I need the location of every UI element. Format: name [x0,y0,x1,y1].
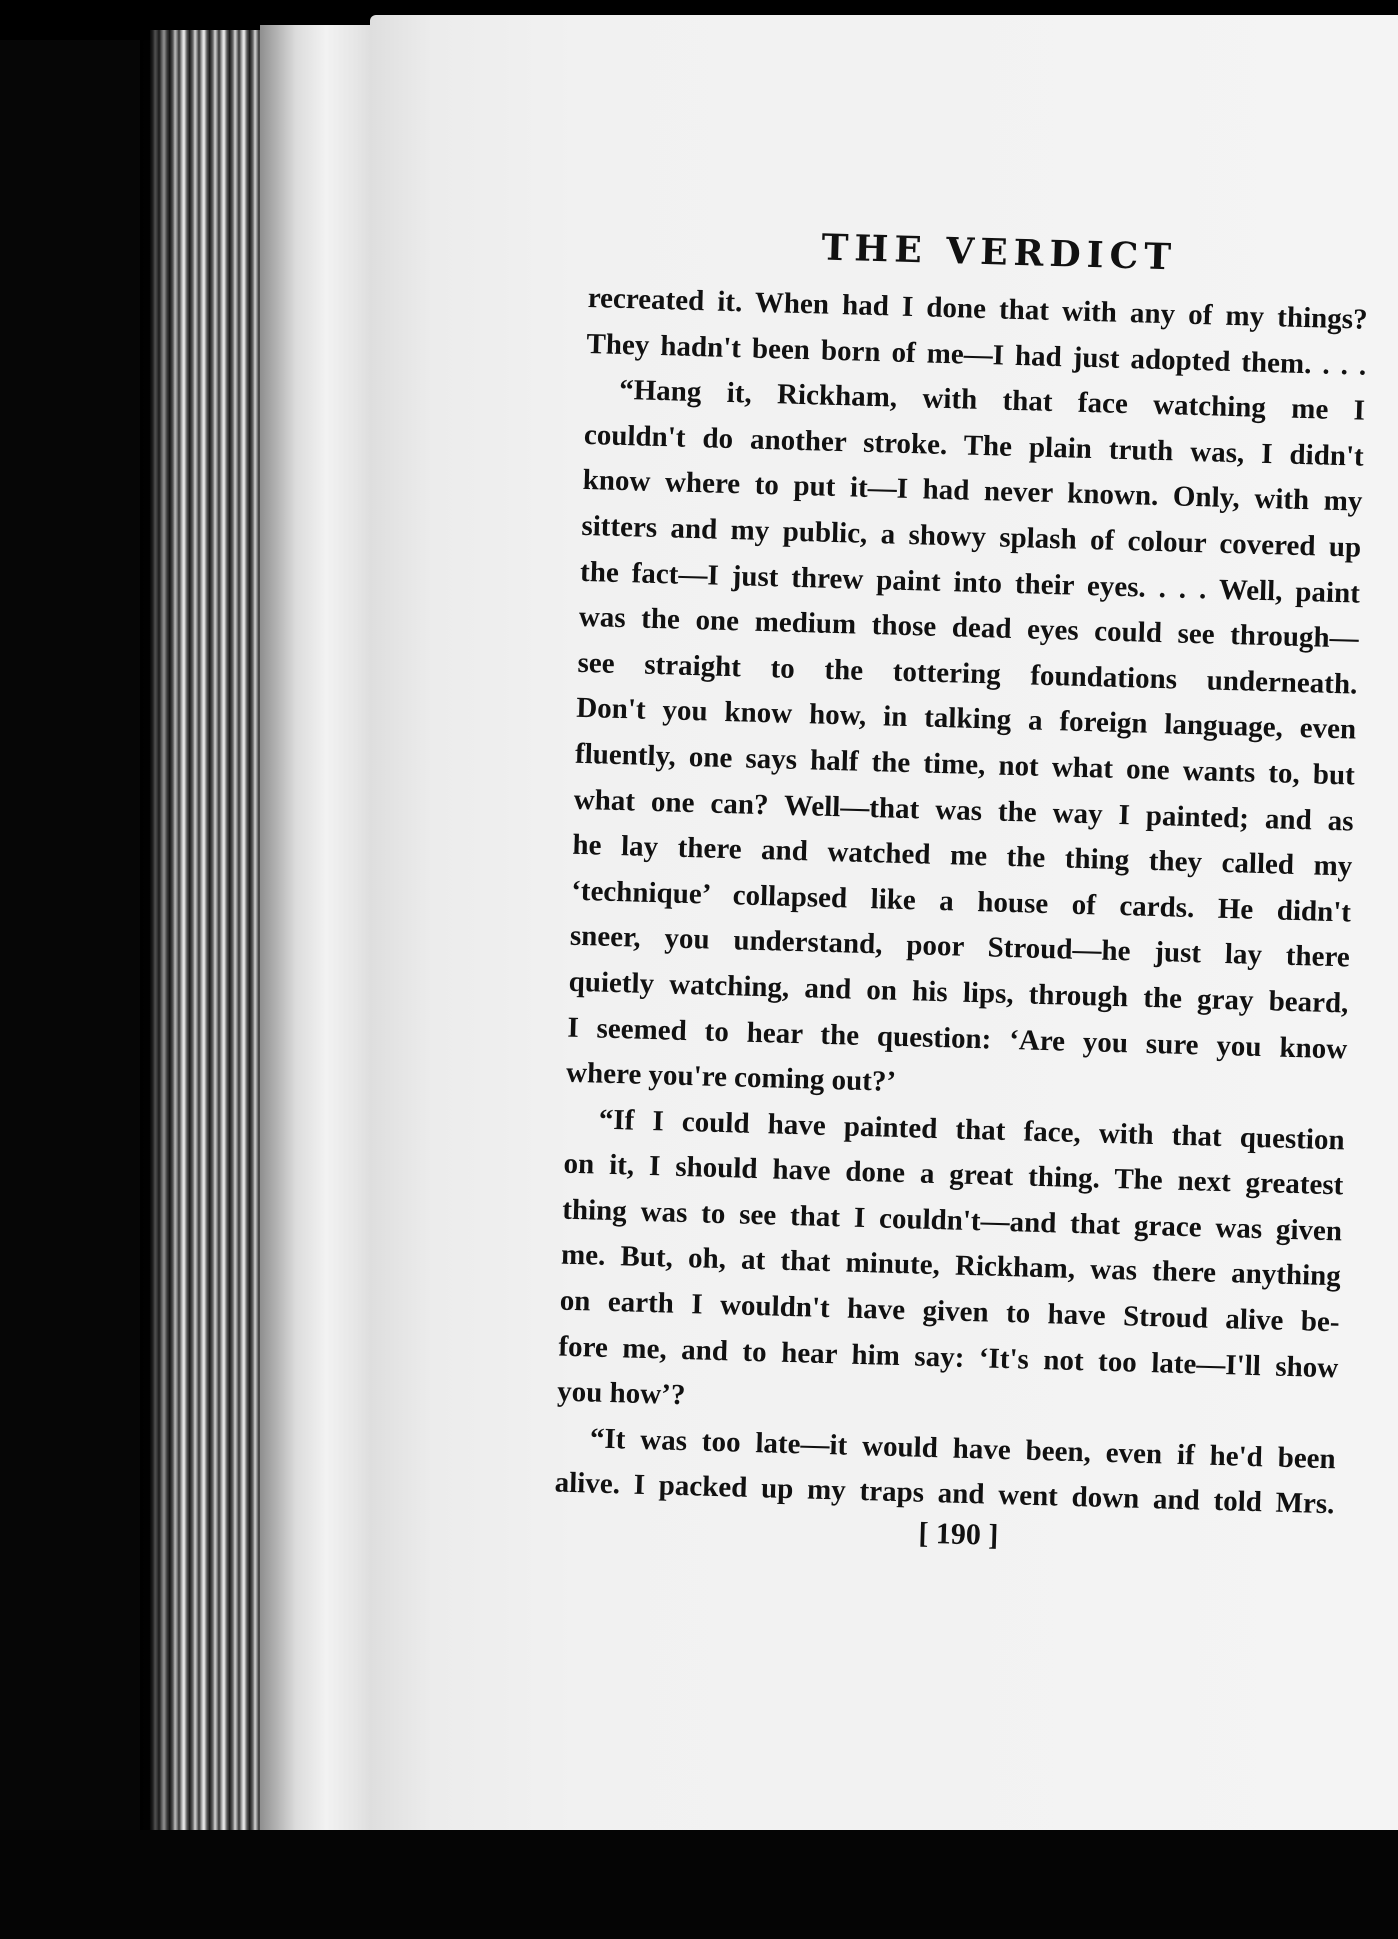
running-head: THE VERDICT [820,226,1178,279]
paragraph [557,1096,1346,1437]
spine-shadow [140,30,180,1840]
text-line: on it, I should have done a great thing. The next greatest [563,1147,1344,1202]
text-line: “Hang it, Rickham, with that face watching me I [618,374,1366,427]
text-line: he lay there and watched me the thing they called my [572,828,1353,883]
text-line: fluently, one says half the time, not what one wants to, but [574,737,1356,792]
text-line: They hadn't been born of me—I had just adopted them. . . . [586,327,1367,382]
page-text [553,220,1370,1562]
text-line: sneer, you understand, poor Stroud—he just lay there [569,920,1351,974]
text-line: couldn't do another stroke. The plain truth was, I didn't [583,418,1365,473]
text-line: see straight to the tottering foundations underneath. [577,646,1358,701]
text-line: recreated it. When had I done that with any of my things? [587,281,1368,336]
text-line: on earth I wouldn't have given to have Stroud alive be- [559,1284,1340,1339]
page-number: [ 190 ] [918,1516,999,1552]
text-line: sitters and my public, a showy splash of colour covered up [581,509,1362,564]
text-line: the fact—I just threw paint into their eyes. . . . Well, paint [579,555,1361,610]
text-line: me. But, oh, at that minute, Rickham, was there anything [560,1239,1342,1293]
text-line: alive. I packed up my traps and went down and told Mrs. [554,1466,1335,1521]
text-line: thing was to see that I couldn't—and that grace was given [561,1193,1343,1248]
text-line: “If I could have painted that face, with that question [598,1103,1346,1157]
text-line: was the one medium those dead eyes could see through— [578,601,1360,655]
text-line: know where to put it—I had never known. Only, with my [582,464,1363,519]
text-line: “It was too late—it would have been, even if he'd been [589,1422,1337,1476]
text-line: I seemed to hear the question: ‘Are you sure you know [567,1011,1348,1065]
text-line: fore me, and to hear him say: ‘It's not too late—I'll show [558,1330,1339,1384]
text-line: quietly watching, and on his lips, through the gray beard, [568,965,1349,1020]
scan-bottom-border [0,1830,1398,1939]
text-line: where you're coming out?’ [565,1056,897,1098]
paragraph [566,367,1366,1118]
text-line: Don't you know how, in talking a foreign language, even [575,692,1357,746]
text-line: you how’? [556,1375,686,1412]
body-text [554,276,1368,1528]
page-edges [260,25,380,1845]
text-line: what one can? Well—that was the way I painted; and as [573,783,1354,838]
text-line: ‘technique’ collapsed like a house of cards. He didn't [570,874,1352,929]
